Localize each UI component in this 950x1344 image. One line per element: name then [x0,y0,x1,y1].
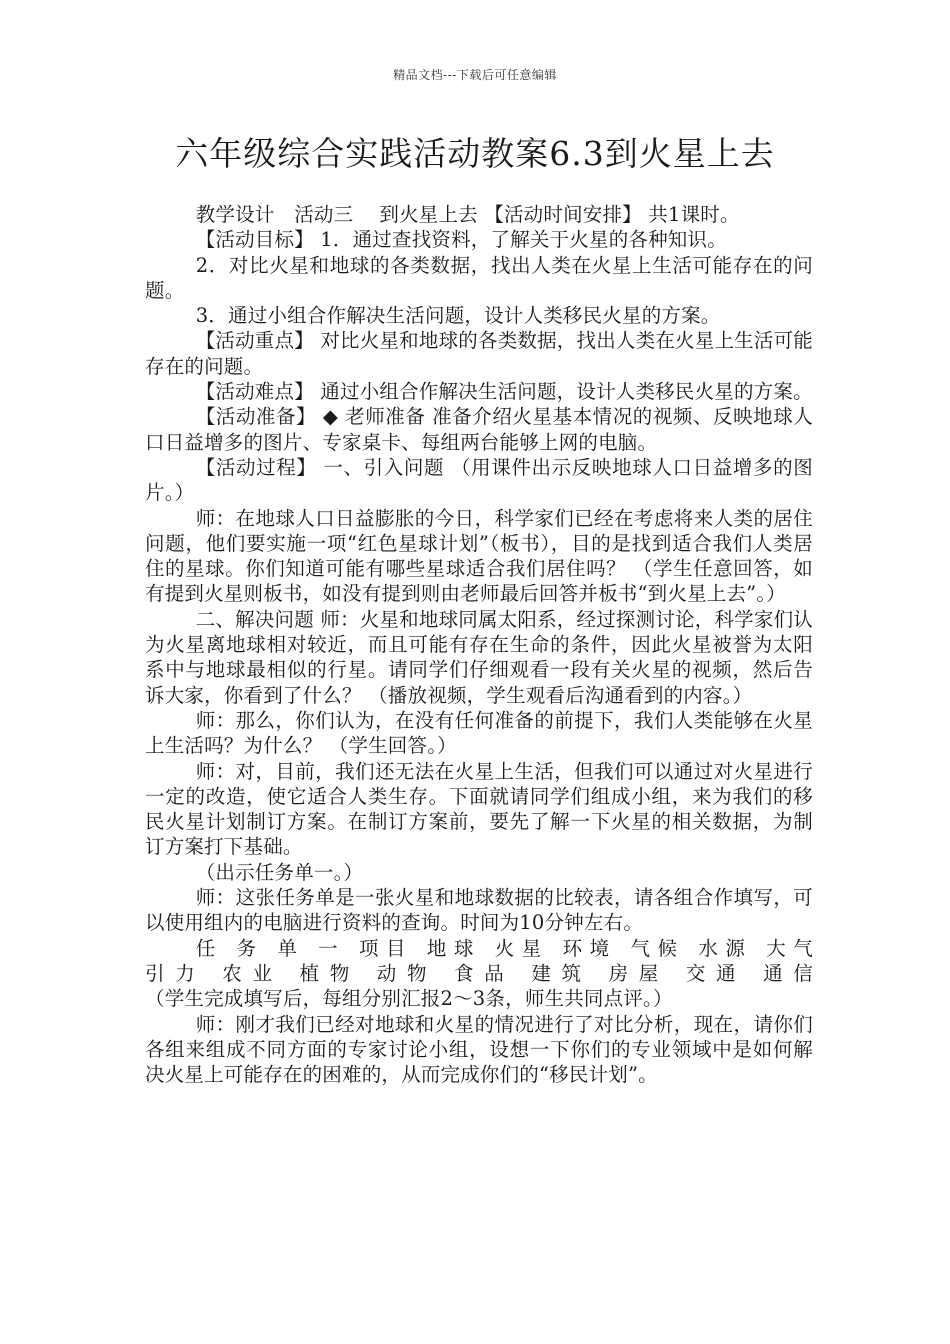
header-note: 精品文档---下载后可任意编辑 [393,68,557,82]
paragraph: 师：在地球人口日益膨胀的今日，科学家们已经在考虑将来人类的居住问题，他们要实施一项“红色星球计划”（板书），目的是找到适合我们人类居住的星球。你们知道可能有哪些星球适合我们居住吗？ （学生任意回答，如有提到火星则板书，如没有提到则由老师最后回答并板书“到火星上去”。） [145,506,813,606]
paragraph: 师：刚才我们已经对地球和火星的情况进行了对比分析，现在，请你们各组来组成不同方面的专家讨论小组，设想一下你们的专业领域中是如何解决火星上可能存在的困难的，从而完成你们的“移民计划”。 [145,1012,813,1087]
paragraph: 【活动重点】 对比火星和地球的各类数据，找出人类在火星上生活可能存在的问题。 [145,329,813,378]
document-body [145,202,813,1087]
document-title: 六年级综合实践活动教案6.3到火星上去 [175,134,775,173]
paragraph: 师：这张任务单是一张火星和地球数据的比较表，请各组合作填写，可以使用组内的电脑进行资料的查询。时间为10分钟左右。 [145,886,813,935]
task-sheet-row-1: 任 务 单 一 项目 地球 火星 环境 气候 水源 大气 [195,936,813,960]
paragraph: 【活动准备】 ◆ 老师准备 准备介绍火星基本情况的视频、反映地球人口日益增多的图片、专家桌卡、每组两台能够上网的电脑。 [145,405,813,454]
paragraph: 【活动过程】 一、引入问题 （用课件出示反映地球人口日益增多的图片。） [145,455,813,505]
paragraph: 【活动难点】 通过小组合作解决生活问题，设计人类移民火星的方案。 [195,380,813,404]
paragraph: 教学设计 活动三 到火星上去 【活动时间安排】 共1课时。 [195,203,740,226]
paragraph: 师：对，目前，我们还无法在火星上生活，但我们可以通过对火星进行一定的改造，使它适合人类生存。下面就请同学们组成小组，来为我们的移民火星计划制订方案。在制订方案前，要先了解一下火星的相关数据，为制订方案打下基础。 [145,759,813,859]
task-sheet-row-2: 引力 农业 植物 动物 食品 建筑 房屋 交通 通信 [145,961,813,985]
paragraph: 2．对比火星和地球的各类数据，找出人类在火星上生活可能存在的问题。 [145,253,813,302]
paragraph: （学生完成填写后，每组分别汇报2～3条，师生共同点评。） [145,987,673,1011]
paragraph: 二、解决问题 师：火星和地球同属太阳系，经过探测讨论，科学家们认为火星离地球相对较近，而且可能有存在生命的条件，因此火星被誉为太阳系中与地球最相似的行星。请同学们仔细观看一段有关火星的视频，然后告诉大家，你看到了什么？ （播放视频，学生观看后沟通看到的内容。） [145,607,813,707]
paragraph: 师：那么，你们认为，在没有任何准备的前提下，我们人类能够在火星上生活吗？为什么？ （学生回答。） [145,708,813,758]
paragraph: （出示任务单一。） [195,860,364,884]
paragraph: 【活动目标】 1．通过查找资料，了解关于火星的各种知识。 [195,228,727,252]
paragraph: 3．通过小组合作解决生活问题，设计人类移民火星的方案。 [195,304,721,328]
